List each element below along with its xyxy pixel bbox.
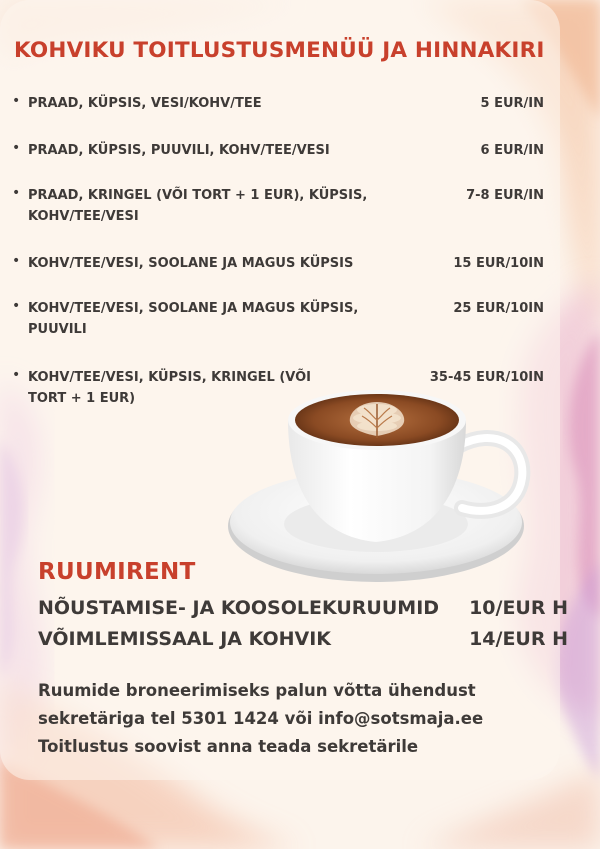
bullet-icon: • [12,253,21,269]
rent-room-name: VÕIMLEMISSAAL JA KOHVIK [38,628,332,650]
rent-price: 10/EUR H [469,597,568,619]
menu-item-name: KOHV/TEE/VESI, SOOLANE JA MAGUS KÜPSIS, PUUVILI [28,301,359,337]
menu-item-price: 25 EUR/10IN [453,301,544,316]
rent-section-title: RUUMIRENT [38,559,196,585]
rent-row [38,628,568,650]
rent-row [38,597,568,619]
contact-info [38,677,578,761]
bullet-icon: • [12,93,21,109]
contact-line: Ruumide broneerimiseks palun võtta ühendust [38,681,476,700]
contact-line: sekretäriga tel 5301 1424 või info@sotsmaja.ee [38,709,484,728]
coffee-cup-latte-art-icon [226,386,536,591]
menu-item-name: PRAAD, KÜPSIS, PUUVILI, KOHV/TEE/VESI [28,143,330,158]
menu-item-name: KOHV/TEE/VESI, KÜPSIS, KRINGEL (VÕI TORT + 1 EUR) [28,370,311,406]
menu-item-name: PRAAD, KRINGEL (VÕI TORT + 1 EUR), KÜPSIS, KOHV/TEE/VESI [28,188,368,224]
rent-room-name: NÕUSTAMISE- JA KOOSOLEKURUUMID [38,597,440,619]
menu-item-price: 6 EUR/IN [480,143,544,158]
contact-line: Toitlustus soovist anna teada sekretärile [38,737,419,756]
menu-item-price: 7-8 EUR/IN [466,188,544,203]
menu-item-price: 15 EUR/10IN [453,256,544,271]
bullet-icon: • [12,367,21,383]
bullet-icon: • [12,185,21,201]
menu-item-price: 5 EUR/IN [480,96,544,111]
bullet-icon: • [12,140,21,156]
rent-price: 14/EUR H [469,628,568,650]
bullet-icon: • [12,298,21,314]
menu-item-name: PRAAD, KÜPSIS, VESI/KOHV/TEE [28,96,262,111]
menu-item-price: 35-45 EUR/10IN [429,370,544,385]
menu-item-name: KOHV/TEE/VESI, SOOLANE JA MAGUS KÜPSIS [28,256,354,271]
menu-title: KOHVIKU TOITLUSTUSMENÜÜ JA HINNAKIRI [14,38,545,63]
